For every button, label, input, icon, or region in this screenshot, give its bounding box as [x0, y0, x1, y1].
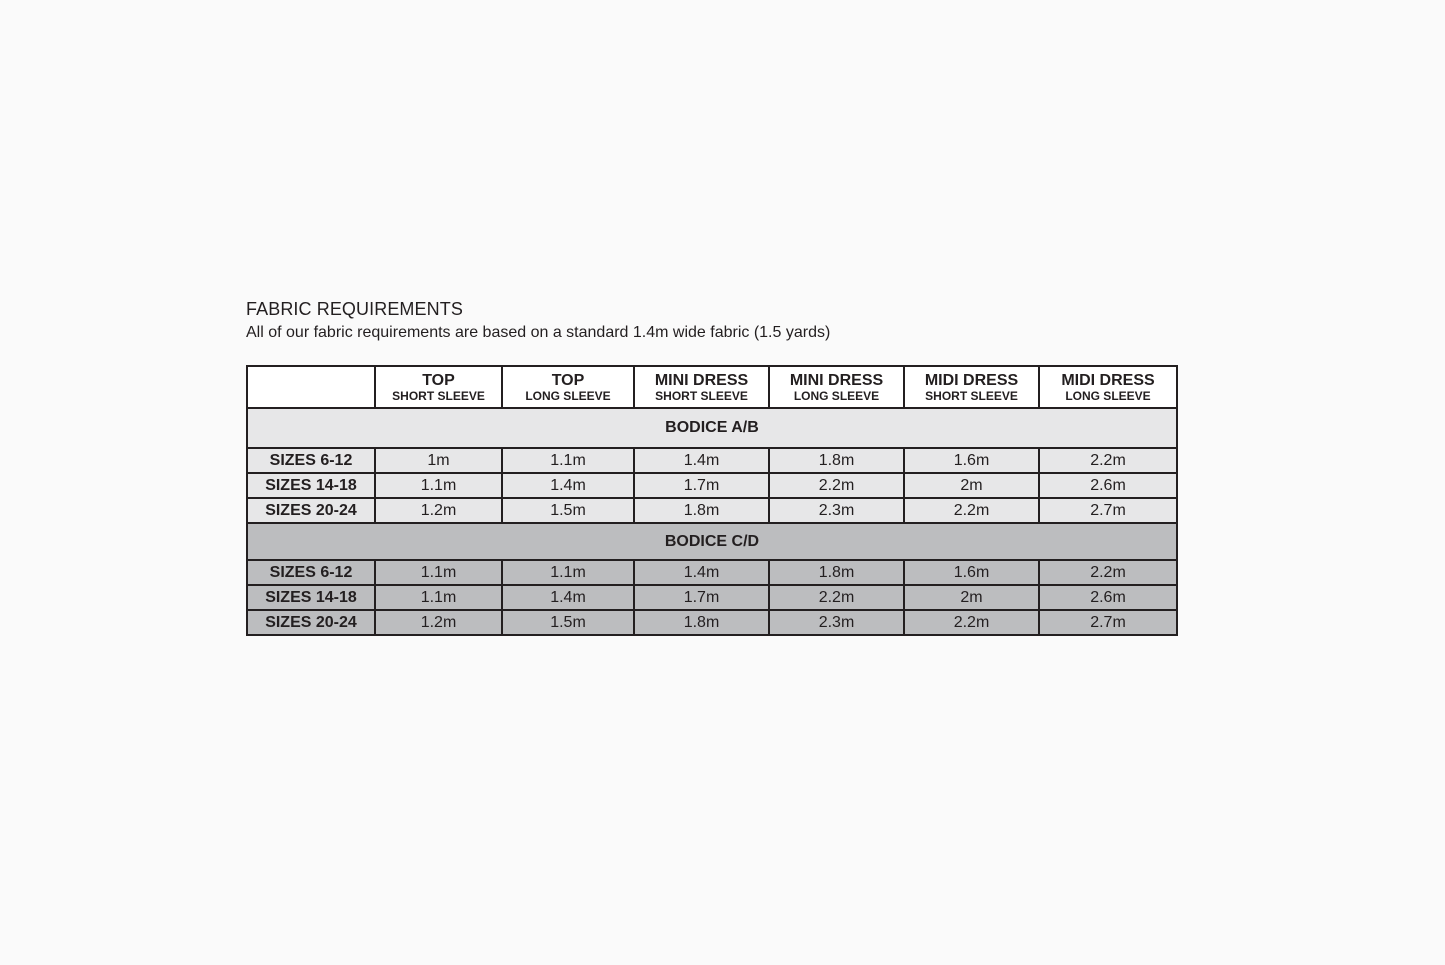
column-header-sub: LONG SLEEVE	[793, 388, 880, 403]
table-cell: 1.2m	[375, 610, 502, 635]
size-label: SIZES 6-12	[247, 448, 375, 473]
table-cell: 1.1m	[375, 560, 502, 585]
header-corner-cell	[247, 366, 375, 408]
table-row	[247, 473, 1177, 498]
table-cell: 1.6m	[904, 560, 1039, 585]
column-header-sub: LONG SLEEVE	[525, 388, 611, 403]
table-cell: 2m	[904, 585, 1039, 610]
table-cell: 2.2m	[1039, 448, 1177, 473]
table-cell: 2.2m	[1039, 560, 1177, 585]
table-cell: 1.8m	[769, 448, 904, 473]
table-cell: 1.1m	[375, 585, 502, 610]
section-title-bodice-ab: BODICE A/B	[247, 408, 1177, 448]
column-header-sub: LONG SLEEVE	[1065, 388, 1151, 403]
size-label: SIZES 6-12	[247, 560, 375, 585]
size-label: SIZES 14-18	[247, 473, 375, 498]
table-cell: 2.6m	[1039, 585, 1177, 610]
size-label: SIZES 14-18	[247, 585, 375, 610]
table-cell: 1.4m	[502, 585, 634, 610]
size-label: SIZES 20-24	[247, 610, 375, 635]
table-cell: 1.8m	[769, 560, 904, 585]
size-label: SIZES 20-24	[247, 498, 375, 523]
table-cell: 1.7m	[634, 585, 769, 610]
table-cell: 1.1m	[375, 473, 502, 498]
table-cell: 2.6m	[1039, 473, 1177, 498]
table-cell: 2.7m	[1039, 498, 1177, 523]
column-header	[904, 366, 1039, 408]
table-cell: 1.2m	[375, 498, 502, 523]
table-row	[247, 585, 1177, 610]
table-cell: 1.4m	[634, 448, 769, 473]
page-title: FABRIC REQUIREMENTS	[246, 299, 463, 319]
table-cell: 1.1m	[502, 448, 634, 473]
column-header-main: MIDI DRESS	[924, 371, 1019, 389]
page-subtitle: All of our fabric requirements are based on a standard 1.4m wide fabric (1.5 yards)	[246, 324, 831, 341]
column-header-main: TOP	[551, 371, 585, 389]
table-cell: 1.8m	[634, 610, 769, 635]
table-cell: 1.1m	[502, 560, 634, 585]
table-row	[247, 560, 1177, 585]
section-header-row	[247, 408, 1177, 448]
table-cell: 2.2m	[769, 473, 904, 498]
table-cell: 1m	[375, 448, 502, 473]
column-header	[634, 366, 769, 408]
column-header-main: TOP	[422, 371, 455, 389]
column-header	[1039, 366, 1177, 408]
table-row	[247, 448, 1177, 473]
table-header-row	[247, 366, 1177, 408]
table-cell: 1.8m	[634, 498, 769, 523]
table-cell: 2.7m	[1039, 610, 1177, 635]
column-header-main: MINI DRESS	[654, 371, 749, 389]
table-cell: 2.3m	[769, 498, 904, 523]
section-title-bodice-cd: BODICE C/D	[247, 523, 1177, 560]
table-cell: 2.3m	[769, 610, 904, 635]
table-cell: 1.4m	[634, 560, 769, 585]
section-header-row	[247, 523, 1177, 560]
table-cell: 1.6m	[904, 448, 1039, 473]
table-cell: 2m	[904, 473, 1039, 498]
table-cell: 2.2m	[904, 610, 1039, 635]
table-cell: 1.5m	[502, 498, 634, 523]
column-header	[502, 366, 634, 408]
fabric-requirements-table	[246, 365, 1178, 636]
table-row	[247, 610, 1177, 635]
table-cell: 1.5m	[502, 610, 634, 635]
column-header-sub: SHORT SLEEVE	[655, 388, 748, 403]
table-cell: 1.7m	[634, 473, 769, 498]
table-cell: 1.4m	[502, 473, 634, 498]
column-header	[375, 366, 502, 408]
table-row	[247, 498, 1177, 523]
column-header-main: MINI DRESS	[789, 371, 884, 389]
column-header	[769, 366, 904, 408]
column-header-sub: SHORT SLEEVE	[392, 388, 485, 403]
table-cell: 2.2m	[904, 498, 1039, 523]
table-cell: 2.2m	[769, 585, 904, 610]
column-header-main: MIDI DRESS	[1061, 371, 1155, 389]
column-header-sub: SHORT SLEEVE	[925, 388, 1018, 403]
